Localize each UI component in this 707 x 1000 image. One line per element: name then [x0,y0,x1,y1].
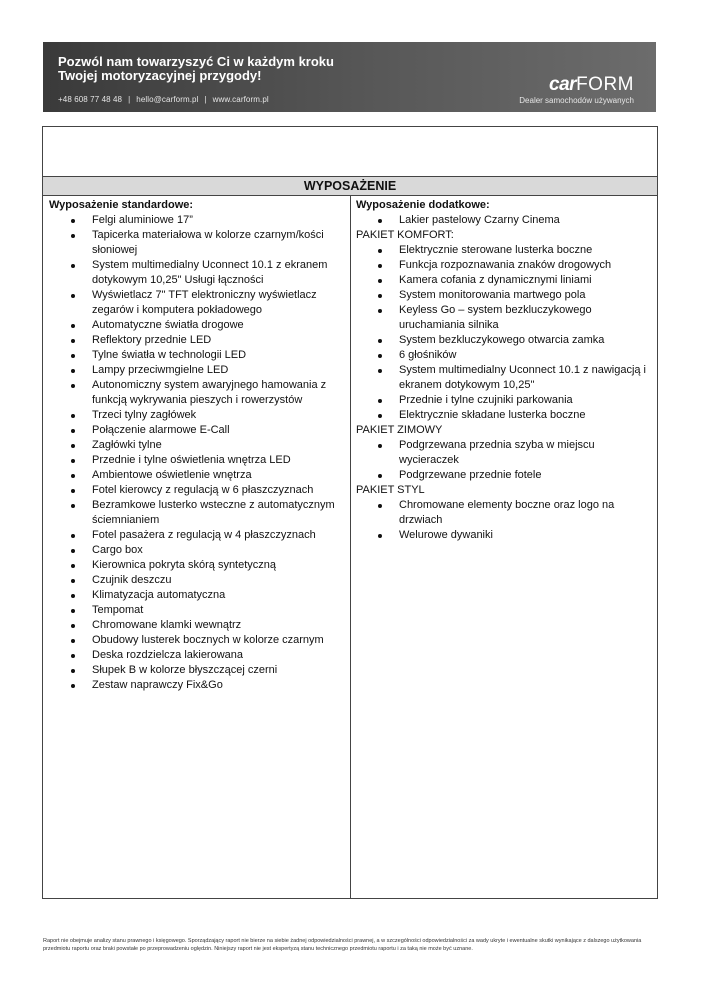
list-item: Autonomiczny system awaryjnego hamowania z funkcją wykrywania pieszych i rowerzystów [49,378,345,408]
carform-logo [549,74,634,96]
list-item: Lampy przeciwmgielne LED [49,363,345,378]
list-item: Kamera cofania z dynamicznymi liniami [356,273,653,288]
footer-disclaimer: Raport nie obejmuje analizy stanu prawnego i księgowego. Sporządzający raport nie bierze na siebie żadnej odpowiedzialności prawnej, a w szczególności odpowiedzialności za wady ukryte i ewentualne skutki wynikające z dalszego użytkowania przedmiotu raportu oraz braki powstałe po przeprowadzeniu oględzin. Niniejszy raport nie jest ekspertyzą stanu technicznego przedmiotu raportu i za taką nie może być uznane. [43,938,642,952]
tagline-line-2: Twojej motoryzacyjnej przygody! [58,68,262,83]
package-komfort-label: PAKIET KOMFORT: [356,229,454,241]
package-komfort-list [356,243,653,423]
list-item: Felgi aluminiowe 17” [49,213,345,228]
list-item: Obudowy lusterek bocznych w kolorze czarnym [49,633,345,648]
list-item: Zagłówki tylne [49,438,345,453]
list-item: Kierownica pokryta skórą syntetyczną [49,558,345,573]
list-item: Cargo box [49,543,345,558]
list-item-paint: Lakier pastelowy Czarny Cinema [356,213,653,228]
list-item: Czujnik deszczu [49,573,345,588]
package-zimowy-list [356,438,653,483]
list-item: Keyless Go – system bezkluczykowego uruchamiania silnika [356,303,653,333]
list-item: Przednie i tylne czujniki parkowania [356,393,653,408]
logo-car-text: car [549,74,577,95]
package-styl-list [356,498,653,543]
list-item: System multimedialny Uconnect 10.1 z ekranem dotykowym 10,25" Usługi łączności [49,258,345,288]
list-item: Podgrzewane przednie fotele [356,468,653,483]
list-item: Wyświetlacz 7" TFT elektroniczny wyświetlacz zegarów i komputera pokładowego [49,288,345,318]
contact-info: +48 608 77 48 48 | hello@carform.pl | www.carform.pl [58,95,269,104]
list-item: Klimatyzacja automatyczna [49,588,345,603]
list-item: Automatyczne światła drogowe [49,318,345,333]
website-link: www.carform.pl [212,95,269,104]
list-item: Słupek B w kolorze błyszczącej czerni [49,663,345,678]
list-item: Ambientowe oświetlenie wnętrza [49,468,345,483]
list-item: Podgrzewana przednia szyba w miejscu wycieraczek [356,438,653,468]
list-item: Fotel pasażera z regulacją w 4 płaszczyznach [49,528,345,543]
list-item: 6 głośników [356,348,653,363]
list-item: Przednie i tylne oświetlenia wnętrza LED [49,453,345,468]
list-item: Bezramkowe lusterko wsteczne z automatycznym ściemnianiem [49,498,345,528]
equipment-table [42,126,658,899]
column-divider [350,195,351,899]
list-item: Tapicerka materiałowa w kolorze czarnym/kości słoniowej [49,228,345,258]
logo-subtitle: Dealer samochodów używanych [519,96,634,105]
list-item: System multimedialny Uconnect 10.1 z nawigacją i ekranem dotykowym 10,25" [356,363,653,393]
list-item: Trzeci tylny zagłówek [49,408,345,423]
section-title: WYPOSAŻENIE [43,176,657,196]
list-item: Deska rozdzielcza lakierowana [49,648,345,663]
list-item: System monitorowania martwego pola [356,288,653,303]
list-item: Chromowane klamki wewnątrz [49,618,345,633]
package-zimowy-label: PAKIET ZIMOWY [356,424,443,436]
additional-equipment-column [356,198,653,543]
phone-number: +48 608 77 48 48 [58,95,123,104]
header-tagline [58,55,334,83]
list-item: Tempomat [49,603,345,618]
list-item: Funkcja rozpoznawania znaków drogowych [356,258,653,273]
additional-equipment-heading: Wyposażenie dodatkowe: [356,199,490,211]
list-item: Tylne światła w technologii LED [49,348,345,363]
list-item: Elektrycznie składane lusterka boczne [356,408,653,423]
email-address: hello@carform.pl [136,95,199,104]
paint-list [356,213,653,228]
list-item: System bezkluczykowego otwarcia zamka [356,333,653,348]
tagline-line-1: Pozwól nam towarzyszyć Ci w każdym kroku [58,54,334,69]
logo-form-text: FORM [576,74,634,95]
list-item: Zestaw naprawczy Fix&Go [49,678,345,693]
package-styl-label: PAKIET STYL [356,484,425,496]
list-item: Reflektory przednie LED [49,333,345,348]
standard-equipment-column [49,198,345,693]
list-item: Elektrycznie sterowane lusterka boczne [356,243,653,258]
list-item: Chromowane elementy boczne oraz logo na drzwiach [356,498,653,528]
list-item: Welurowe dywaniki [356,528,653,543]
list-item: Fotel kierowcy z regulacją w 6 płaszczyznach [49,483,345,498]
list-item: Połączenie alarmowe E-Call [49,423,345,438]
standard-equipment-list [49,213,345,693]
header-banner [43,42,656,112]
standard-equipment-heading: Wyposażenie standardowe: [49,199,194,211]
